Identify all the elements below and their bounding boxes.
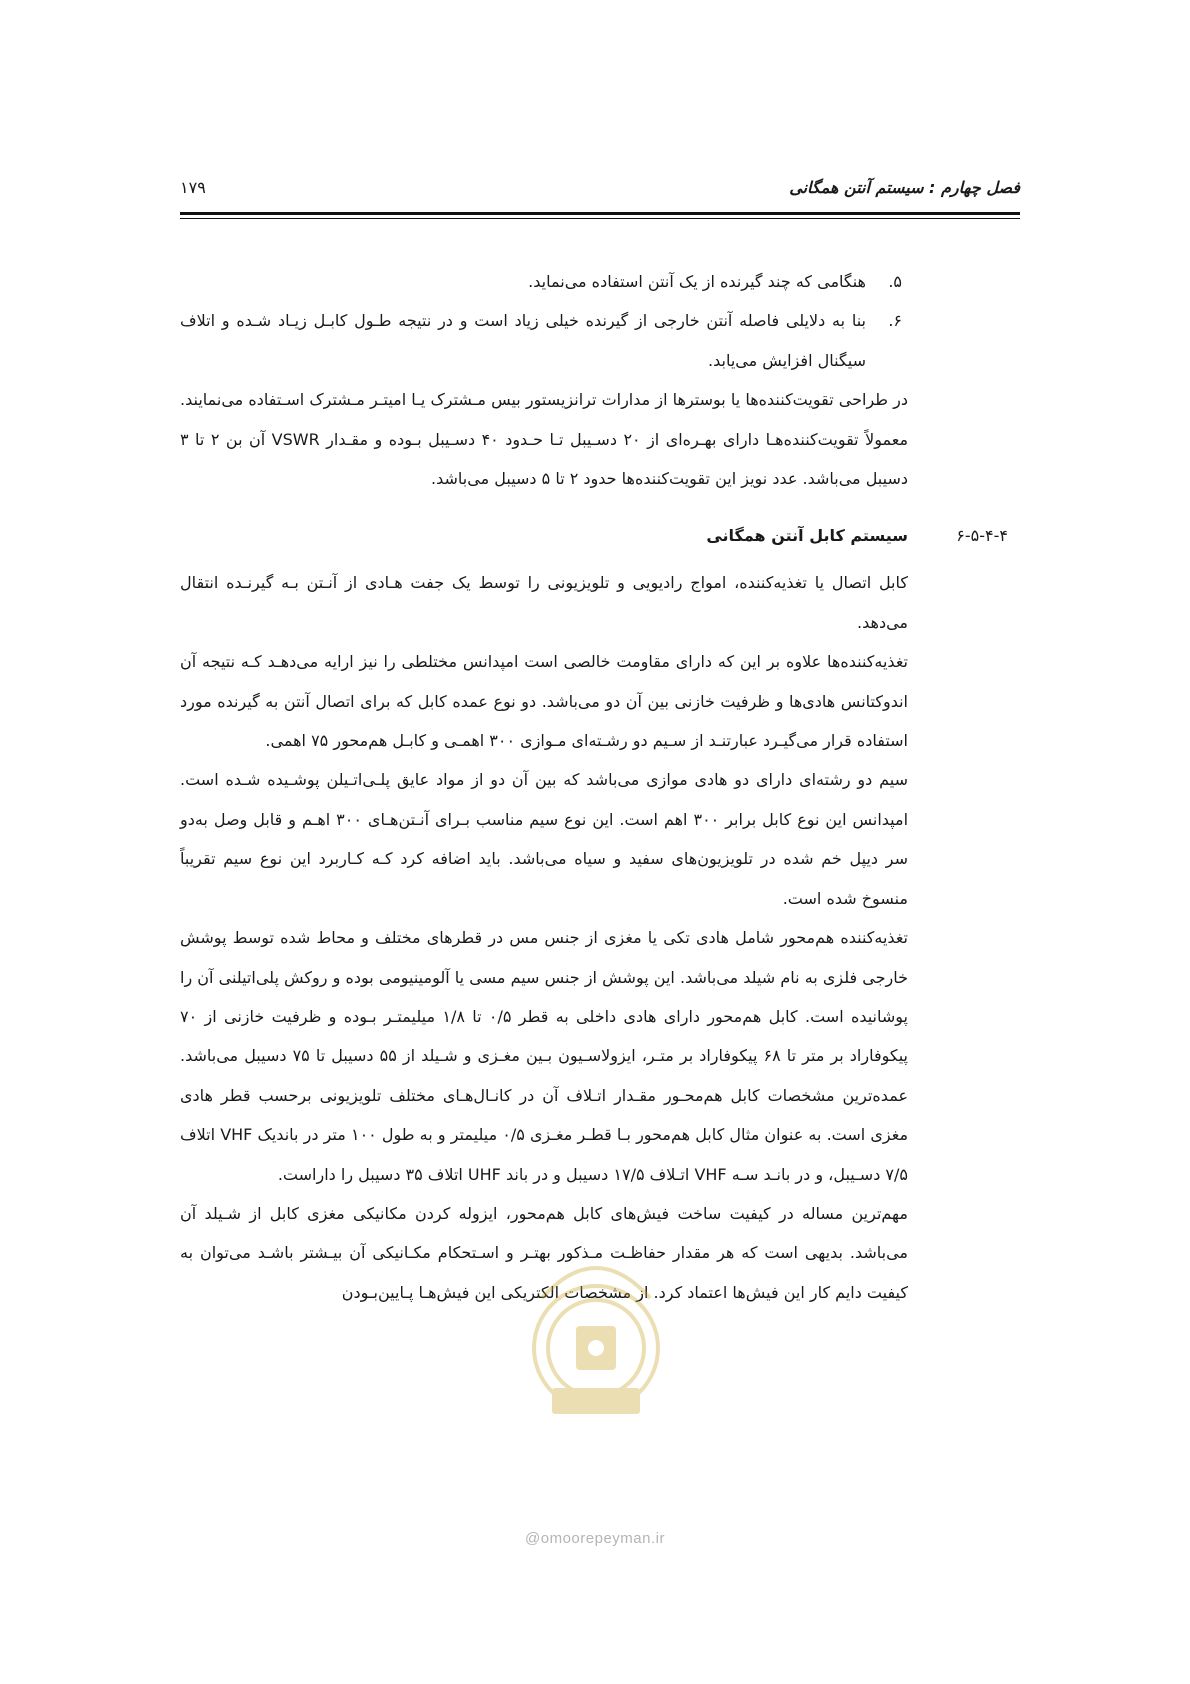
paragraph-twin-lead: سیم دو رشته‌ای دارای دو هادی موازی می‌باشد که بین آن دو از مواد عایق پلـی‌اتـیلن پوشـیده شـده است. امپدانس این نوع کابل برابر ۳۰۰ اهم است. این نوع سیم مناسب بـرای آنـتن‌هـای ۳۰۰ اهـم و قابل وصل به‌دو سر دیپل خم شده در تلویزیون‌های سفید و سیاه می‌باشد. باید اضافه کرد کـه کـاربرد این نوع سیم تقریباً منسوخ شده است.	[180, 770, 909, 908]
paragraph-amplifier-design: در طراحی تقویت‌کننده‌ها یا بوسترها از مدارات ترانزیستور بیس مـشترک یـا امیتـر مـشترک اسـتفاده می‌نمایند. معمولاً تقویت‌کننده‌هـا دارای بهـره‌ای از ۲۰ دسـیبل تـا حـدود ۴۰ دسـیبل بـوده و مقـدار VSWR آن بن ۲ تا ۳ دسیبل می‌باشد. عدد نویز این تقویت‌کننده‌ها حدود ۲ تا ۵ دسیبل می‌باشد.	[180, 390, 909, 489]
paragraph-feeder-impedance: تغذیه‌کننده‌ها علاوه بر این که دارای مقاومت خالصی است امپدانس مختلطی را نیز ارایه می‌دهـد کـه نتیجه آن اندوکتانس هادی‌ها و ظرفیت خازنی بین آن دو می‌باشد. دو نوع عمده کابل که برای اتصال آنتن به گیرنده مورد استفاده قرار می‌گیـرد عبارتنـد از سـیم دو رشـته‌ای مـوازی ۳۰۰ اهمـی و کابـل هم‌محور ۷۵ اهمی.	[180, 652, 908, 751]
watermark-logo	[512, 1238, 680, 1448]
header-rule-thin	[180, 218, 1020, 219]
page-number: ۱۷۹	[180, 178, 206, 197]
paragraph-cable-intro: کابل اتصال یا تغذیه‌کننده، امواج رادیویی و تلویزیونی را توسط یک جفت هـادی از آنـتن بـه گیرنـده انتقال می‌دهد.	[180, 573, 908, 632]
paragraph-coaxial: تغذیه‌کننده هم‌محور شامل هادی تکی یا مغزی از جنس مس در قطرهای مختلف و محاط شده توسط پوشش خارجی فلزی به نام شیلد می‌باشد. این پوشش از جنس سیم مسی یا آلومینیومی بوده و روکش پلی‌اتیلنی آن را پوشانیده است. کابل هم‌محور دارای هادی داخلی به قطر ۰/۵ تا ۱/۸ میلیمتـر بـوده و ظرفیت خازنی از ۷۰ پیکوفاراد بر متر تا ۶۸ پیکوفاراد بر متـر، ایزولاسـیون بـین مغـزی و شـیلد از ۵۵ دسیبل تا ۷۵ دسیبل می‌باشد. عمده‌ترین مشخصات کابل هم‌محـور مقـدار اتـلاف آن در کانـال‌هـای مختلف تلویزیونی برحسب قطر هادی مغزی است. به عنوان مثال کابل هم‌محور بـا قطـر مغـزی ۰/۵ میلیمتر و به طول ۱۰۰ متر در باندیک VHF اتلاف ۷/۵ دسـیبل، و در بانـد سـه VHF اتـلاف ۱۷/۵ دسیبل و در باند UHF اتلاف ۳۵ دسیبل را داراست.	[180, 928, 909, 1184]
chapter-title: فصل چهارم : سیستم آنتن همگانی	[789, 178, 1020, 197]
list-item-text: بنا به دلایلی فاصله آنتن خارجی از گیرنده خیلی زیاد است و در نتیجه طـول کابـل زیـاد شـده و اتلاف سیگنال افزایش می‌یابد.	[180, 311, 866, 370]
section-title: سیستم کابل آنتن همگانی	[706, 526, 908, 546]
page-header	[180, 176, 1020, 210]
list-item-number: ۶.	[888, 311, 902, 331]
list-item	[180, 301, 908, 380]
body-content	[180, 262, 1008, 1312]
watermark-url: @omoorepeyman.ir	[525, 1530, 665, 1547]
section-heading	[180, 516, 1008, 555]
list-item	[180, 262, 908, 301]
list-item-text: هنگامی که چند گیرنده از یک آنتن استفاده می‌نماید.	[528, 272, 866, 291]
header-rule-thick	[180, 212, 1020, 215]
paragraph-connectors: مهم‌ترین مساله در کیفیت ساخت فیش‌های کابل هم‌محور، ایزوله کردن مکانیکی مغزی کابل از شـیلد آن می‌باشد. بدیهی است که هر مقدار حفاظـت مـذکور بهتـر و اسـتحکام مکـانیکی آن بیـشتر باشـد می‌توان به کیفیت دایم کار این فیش‌ها اعتماد کرد. از مشخصات الکتریکی این فیش‌هـا پـایین‌بـودن	[180, 1203, 908, 1302]
list-item-number: ۵.	[888, 272, 902, 291]
section-number: ۶-۵-۴-۴	[956, 526, 1008, 546]
